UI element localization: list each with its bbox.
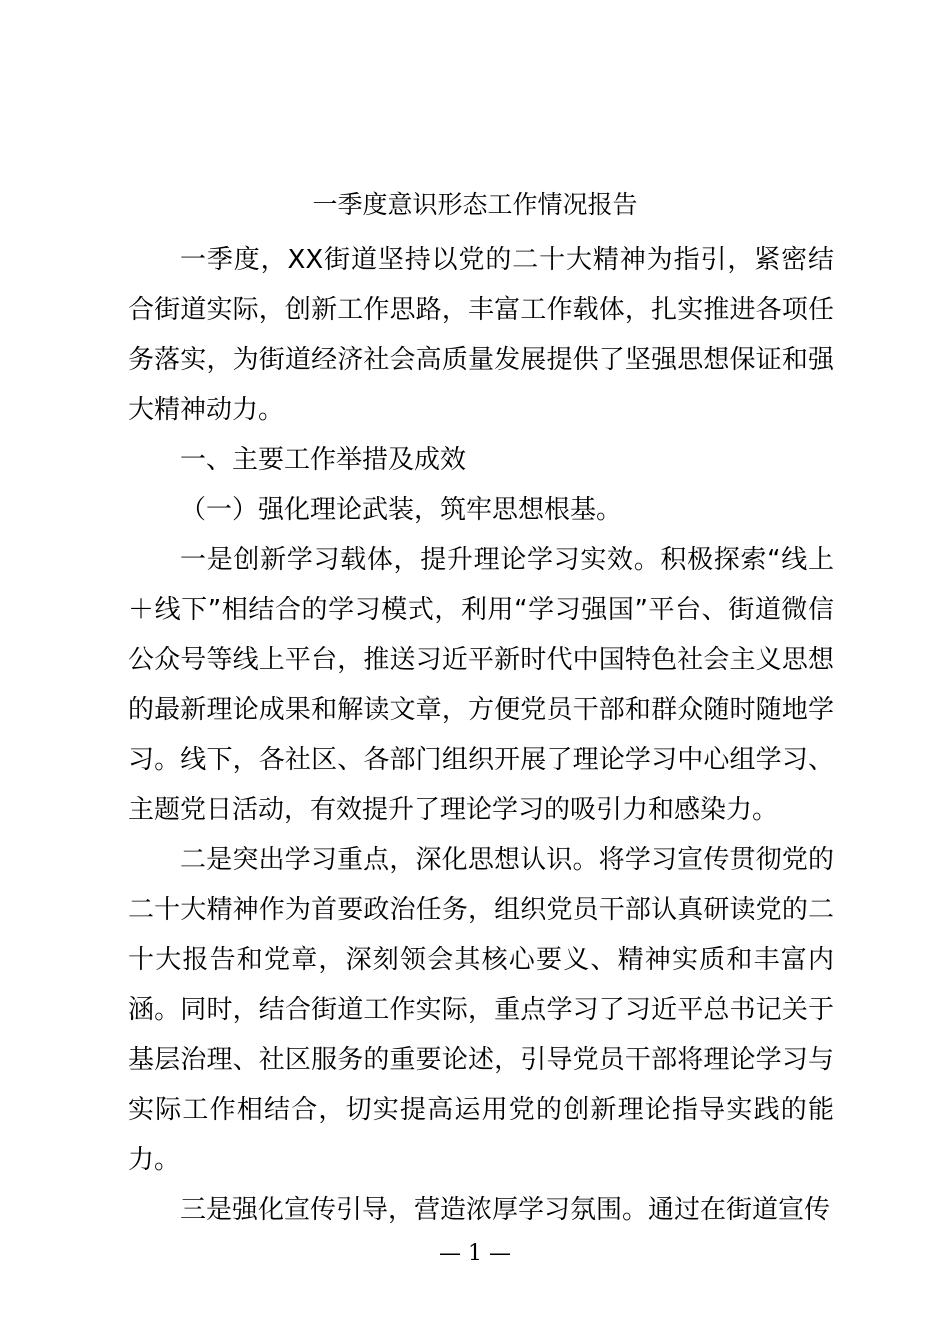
paragraph-item-1: 一是创新学习载体，提升理论学习实效。积极探索“线上＋线下”相结合的学习模式，利用“学习强国”平台、街道微信公众号等线上平台，推送习近平新时代中国特色社会主义思想的最新理论成果和解读文章，方便党员干部和群众随时随地学习。线下，各社区、各部门组织开展了理论学习中心组学习、主题党日活动，有效提升了理论学习的吸引力和感染力。 [128,545,834,825]
page-number: — 1 — [439,1241,511,1266]
section-heading: 一、主要工作举措及成效 [180,445,467,475]
document-title: 一季度意识形态工作情况报告 [312,190,638,219]
paragraph-item-2: 二是突出学习重点，深化思想认识。将学习宣传贯彻党的二十大精神作为首要政治任务，组织党员干部认真研读党的二十大报告和党章，深刻领会其核心要义、精神实质和丰富内涵。同时，结合街道工作实际，重点学习了习近平总书记关于基层治理、社区服务的重要论述，引导党员干部将理论学习与实际工作相结合，切实提高运用党的创新理论指导实践的能力。 [128,845,834,1175]
document-body [128,235,834,1235]
subsection-heading: （一）强化理论武装，筑牢思想根基。 [180,495,623,525]
paragraph-item-3: 三是强化宣传引导，营造浓厚学习氛围。通过在街道宣传 [180,1195,831,1225]
paragraph-intro: 一季度，XX街道坚持以党的二十大精神为指引，紧密结合街道实际，创新工作思路，丰富工作载体，扎实推进各项任务落实，为街道经济社会高质量发展提供了坚强思想保证和强大精神动力。 [128,245,834,425]
